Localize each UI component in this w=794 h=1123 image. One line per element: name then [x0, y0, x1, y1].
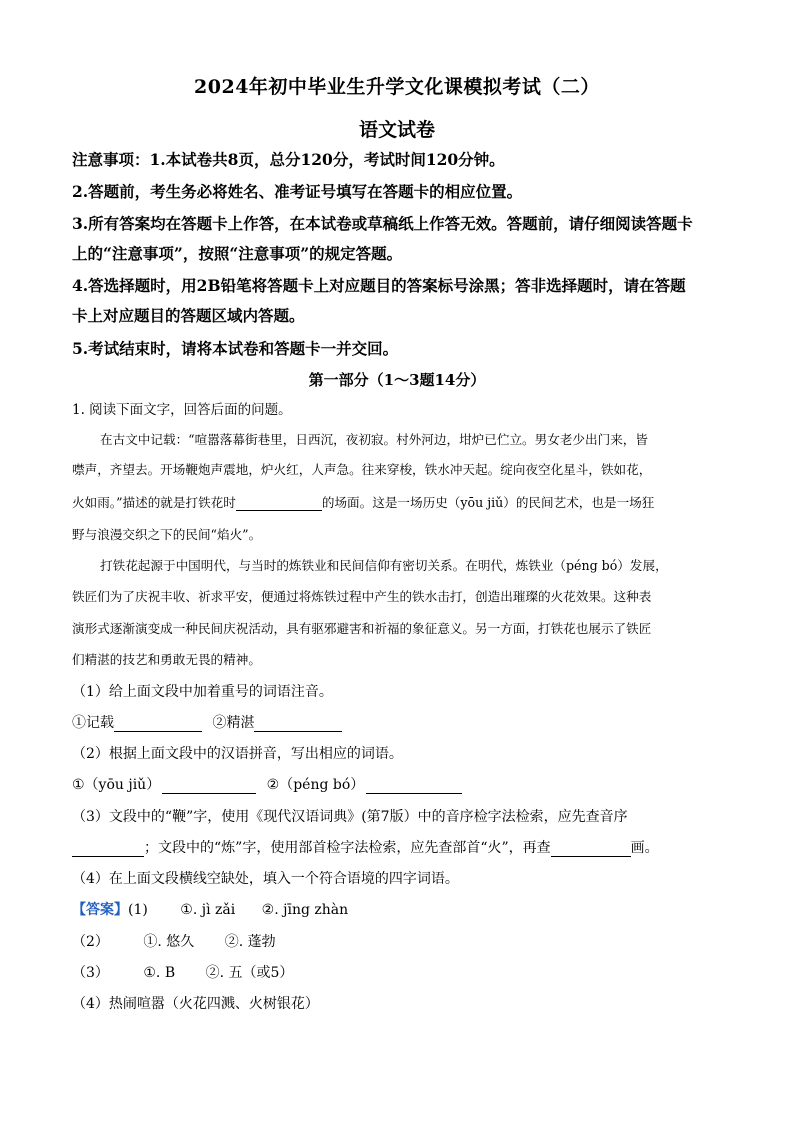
passage-1-line-2: 噤声，齐望去。开场鞭炮声震地，炉火红，人声急。往来穿梭，铁水冲天起。绽向夜空化星斗，铁如花，: [72, 462, 652, 477]
subquestion-2: （2）根据上面文段中的汉语拼音，写出相应的词语。: [72, 746, 403, 762]
question-text: 画。: [630, 840, 659, 856]
item-label: ②（péng bó）: [266, 777, 365, 793]
answer-blank: [114, 717, 202, 732]
item-label: ①记载: [72, 715, 114, 731]
answer-label: （2）: [72, 934, 109, 950]
subquestion-2-items: [72, 776, 732, 794]
answer-blank: [72, 842, 144, 857]
passage-2-line-2: 铁匠们为了庆祝丰收、祈求平安，便通过将炼铁过程中产生的铁水击打，创造出璀璨的火花效果。这种表: [72, 589, 652, 604]
answer-row-3: [72, 964, 732, 982]
subquestion-3-line-2: [72, 839, 732, 857]
answer-label: （3）: [72, 965, 109, 981]
answer-blank: [551, 842, 631, 857]
answer-item: ②. 蓬勃: [224, 934, 276, 950]
answer-item: ②. jīng zhàn: [261, 902, 349, 918]
passage-2-line-1: 打铁花起源于中国明代，与当时的炼铁业和民间信仰有密切关系。在明代，炼铁业（péng bó）发展，: [100, 558, 668, 573]
note-line-5: 4.答选择题时，用2B铅笔将答题卡上对应题目的答案标号涂黑；答非选择题时，请在答题: [72, 276, 686, 295]
answer-blank: [162, 779, 256, 794]
passage-2-line-4: 们精湛的技艺和勇敢无畏的精神。: [72, 652, 261, 667]
subquestion-1-items: [72, 714, 732, 732]
note-line-2: 2.答题前，考生务必将姓名、准考证号填写在答题卡的相应位置。: [72, 182, 523, 201]
answer-row-4: （4）热闹喧嚣（火花四溅、火树银花）: [72, 996, 319, 1012]
item-label: ①（yōu jiǔ）: [72, 777, 161, 793]
answer-blank: [366, 779, 462, 794]
note-line-1: 注意事项：1.本试卷共8页，总分120分，考试时间120分钟。: [72, 150, 505, 169]
question-text: ；文段中的“炼”字，使用部首检字法检索，应先查部首“火”，再查: [144, 840, 551, 856]
passage-2-line-3: 演形式逐渐演变成一种民间庆祝活动，具有驱邪避害和祈福的象征意义。另一方面，打铁花也展示了铁匠: [72, 621, 652, 636]
section-title: 第一部分（1～3题14分）: [308, 371, 486, 389]
answer-label: (1): [128, 902, 148, 918]
note-line-4: 上的“注意事项”，按照“注意事项”的规定答题。: [72, 244, 403, 263]
subquestion-4: （4）在上面文段横线空缺处，填入一个符合语境的四字词语。: [72, 871, 459, 887]
answer-item: ①. jì zǎi: [180, 902, 236, 918]
note-line-3: 3.所有答案均在答题卡上作答，在本试卷或草稿纸上作答无效。答题前，请仔细阅读答题卡: [72, 214, 693, 233]
passage-1-line-4: 野与浪漫交织之下的民间“焰火”。: [72, 527, 262, 542]
answer-item: ②. 五（或5）: [205, 965, 294, 981]
subquestion-1: （1）给上面文段中加着重号的词语注音。: [72, 684, 333, 700]
passage-text: 的场面。这是一场历史（yōu jiǔ）的民间艺术，也是一场狂: [321, 495, 655, 510]
answer-tag: 【答案】: [72, 902, 128, 918]
passage-text: 火如雨。”描述的就是打铁花时: [72, 495, 236, 510]
question-stem: 1. 阅读下面文字，回答后面的问题。: [72, 402, 292, 418]
item-label: ②精湛: [212, 715, 255, 731]
passage-1-line-3: [72, 495, 722, 511]
answer-row-2: [72, 933, 732, 951]
exam-title: 2024年初中毕业生升学文化课模拟考试（二）: [194, 76, 600, 98]
subquestion-3-line-1: （3）文段中的“鞭”字，使用《现代汉语词典》(第7版）中的音序检字法检索，应先查音序: [72, 809, 628, 825]
answer-blank: [254, 717, 342, 732]
fill-blank: [236, 496, 322, 511]
answer-item: ①. B: [143, 965, 176, 981]
passage-1-line-1: 在古文中记载：“喧嚣落幕街巷里，日西沉，夜初寂。村外河边，坩炉已伫立。男女老少出门来，皆: [100, 432, 648, 447]
exam-subtitle: 语文试卷: [358, 119, 435, 141]
note-line-7: 5.考试结束时，请将本试卷和答题卡一并交回。: [72, 339, 399, 358]
note-line-6: 卡上对应题目的答题区域内答题。: [72, 306, 305, 325]
answer-row-1: [72, 901, 732, 919]
answer-item: ①. 悠久: [143, 934, 195, 950]
